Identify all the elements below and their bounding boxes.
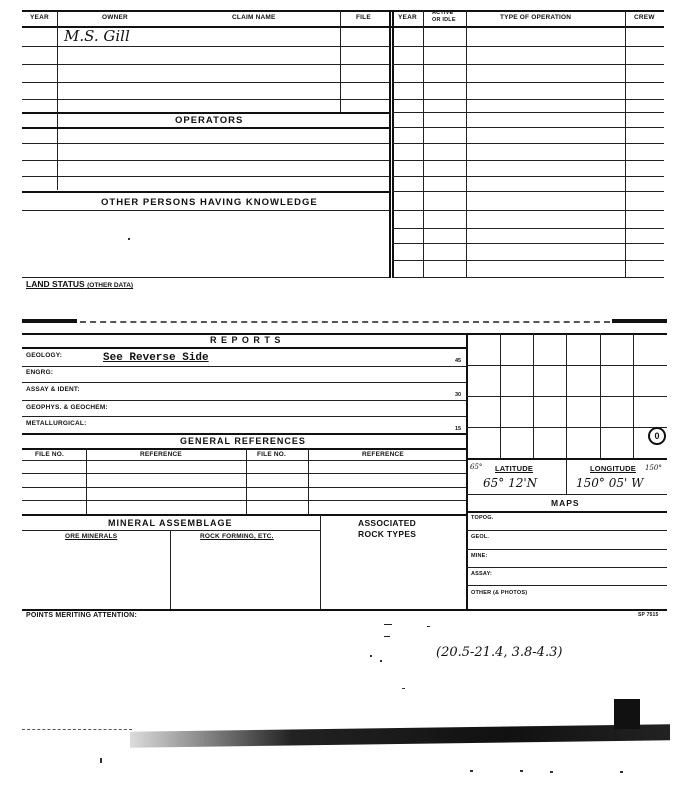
maps-mine: MINE: — [471, 553, 488, 559]
general-references-title: GENERAL REFERENCES — [180, 436, 306, 446]
longitude-label: LONGITUDE — [590, 464, 636, 473]
rock-forming-header: ROCK FORMING, ETC. — [200, 533, 274, 540]
report-num-30: 30 — [455, 392, 462, 398]
maps-other: OTHER (& PHOTOS) — [471, 590, 528, 596]
points-handwritten: (20.5-21.4, 3.8-4.3) — [436, 645, 563, 660]
report-label-geophys: GEOPHYS. & GEOCHEM: — [26, 404, 108, 411]
header-year: YEAR — [30, 14, 49, 21]
gr-header-file-no-1: FILE NO. — [35, 451, 65, 458]
separator-rule — [22, 319, 77, 323]
reports-title: R E P O R T S — [210, 335, 282, 345]
maps-title: MAPS — [551, 498, 580, 508]
latitude-value: 65° 12'N — [483, 476, 538, 490]
rock-types-header: ROCK TYPES — [358, 529, 417, 539]
maps-geol: GEOL. — [471, 534, 490, 540]
report-num-45: 45 — [455, 358, 462, 364]
report-label-geology: GEOLOGY: — [26, 352, 63, 359]
associated-header: ASSOCIATED — [358, 518, 417, 528]
scan-speck — [384, 624, 392, 625]
report-label-metallurgical: METALLURGICAL: — [26, 420, 87, 427]
form-number: SP 7515 — [638, 612, 659, 618]
report-num-15: 15 — [455, 426, 462, 432]
points-meriting-label: POINTS MERITING ATTENTION: — [26, 612, 137, 619]
scan-edge-bar — [130, 724, 670, 748]
header-claim-name: CLAIM NAME — [232, 14, 276, 21]
latitude-label: LATITUDE — [495, 464, 534, 473]
land-status-label: LAND STATUS — [26, 279, 85, 289]
other-persons-title: OTHER PERSONS HAVING KNOWLEDGE — [101, 197, 318, 208]
header-type-of-operation: TYPE OF OPERATION — [500, 14, 572, 21]
lon-suffix: 150° — [645, 464, 662, 472]
header-crew: CREW — [634, 14, 655, 21]
operators-title: OPERATORS — [175, 115, 244, 126]
land-status-sub: (OTHER DATA) — [87, 282, 134, 289]
maps-assay: ASSAY: — [471, 571, 493, 577]
gr-header-file-no-2: FILE NO. — [257, 451, 287, 458]
mineral-assemblage-title: MINERAL ASSEMBLAGE — [108, 518, 233, 528]
header-active: ACTIVE — [432, 10, 454, 16]
report-value-geology: See Reverse Side — [103, 352, 209, 364]
header-or-idle: OR IDLE — [432, 17, 456, 23]
longitude-value: 150° 05' W — [576, 476, 644, 490]
header-year-2: YEAR — [398, 14, 417, 21]
lat-prefix: 65° — [470, 463, 483, 471]
report-label-engrg: ENGRG: — [26, 369, 54, 376]
header-owner: OWNER — [102, 14, 128, 21]
report-label-assay: ASSAY & IDENT: — [26, 386, 80, 393]
maps-topog: TOPOG. — [471, 515, 494, 521]
circle-mark: 0 — [648, 427, 666, 445]
gr-header-reference-1: REFERENCE — [140, 451, 182, 458]
ore-minerals-header: ORE MINERALS — [65, 533, 118, 540]
header-file: FILE — [356, 14, 371, 21]
gr-header-reference-2: REFERENCE — [362, 451, 404, 458]
owner-entry: M.S. Gill — [64, 27, 130, 45]
